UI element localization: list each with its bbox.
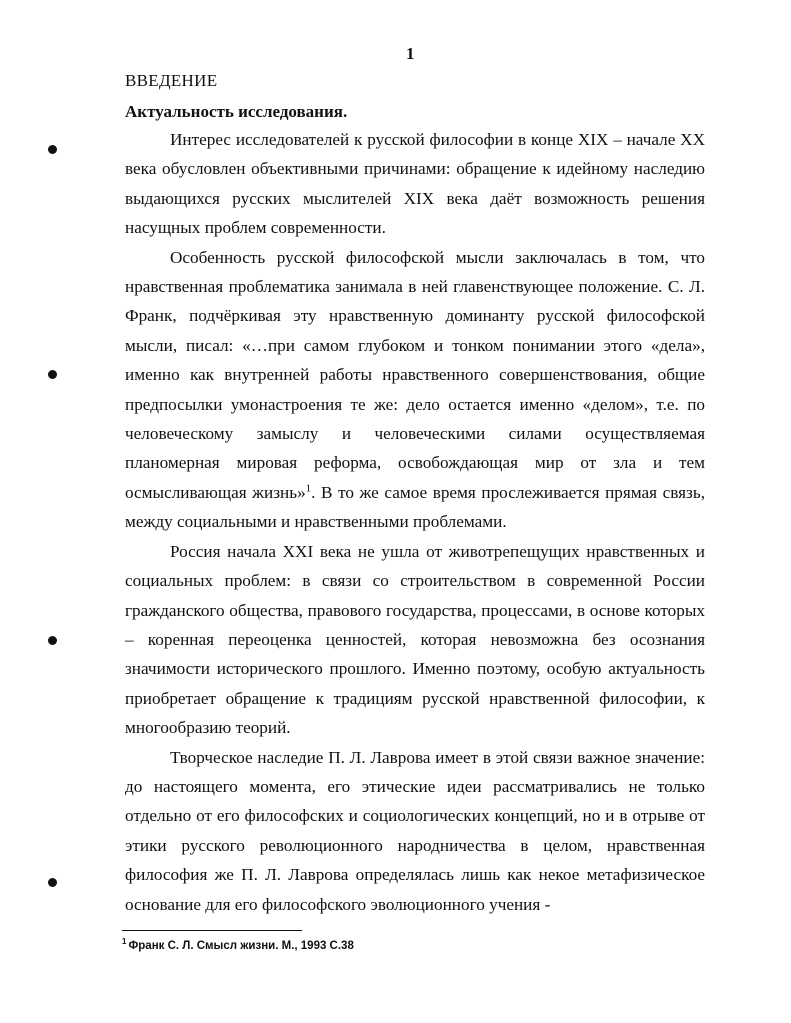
page-number: 1: [406, 44, 415, 63]
paragraph-2-text-after: . В то же самое время прослеживается прямая связь, между социальными и нравственными проблемами.: [125, 482, 705, 532]
margin-dot: [48, 878, 57, 887]
paragraph-3-text: Россия начала XXI века не ушла от животрепещущих нравственных и социальных проблем: в связи со строительством в современной России гражданского общества, правового государства, процессами, в основе которых – коренная переоценка ценностей, которая невозможна без осознания значимости исторического прошлого. Именно поэтому, особую актуальность приобретает обращение к традициям русской нравственной философии, к многообразию теорий.: [125, 541, 705, 738]
paragraph-1-text: Интерес исследователей к русской философии в конце XIX – начале XX века обусловлен объективными причинами: обращение к идейному наследию выдающихся русских мыслителей XIX века даёт возможность решения насущных проблем современности.: [125, 130, 705, 238]
body-text: [125, 125, 705, 919]
margin-dot: [48, 370, 57, 379]
margin-dot: [48, 636, 57, 645]
paragraph-4: [125, 743, 705, 919]
paragraph-1: [125, 125, 705, 243]
paragraph-2: [125, 243, 705, 537]
footnote-reference: 1: [305, 482, 312, 495]
footnote-rule: [122, 930, 302, 931]
paragraph-2-text: Особенность русской философской мысли заключалась в том, что нравственная проблематика занимала в ней главенствующее положение. С. Л. Франк, подчёркивая эту нравственную доминанту русской философской мысли, писал: «…при самом глубоком и тонком понимании этого «дела», именно как внутренней работы нравственного совершенствования, общие предпосылки умонастроения те же: дело остается именно «делом», т.е. по человеческому замыслу и человеческими силами осуществляемая планомерная мировая реформа, освобождающая мир от зла и тем осмысливающая жизнь»: [125, 247, 705, 502]
section-heading: ВВЕДЕНИЕ: [125, 71, 218, 90]
footnote-number: 1: [122, 937, 127, 947]
paragraph-4-text: Творческое наследие П. Л. Лаврова имеет в этой связи важное значение: до настоящего момента, его этические идеи рассматривались не только отдельно от его философских и социологических концепций, но и в отрыве от этики русского революционного народничества в целом, нравственная философия же П. Л. Лаврова определялась лишь как некое метафизическое основание для его философского эволюционного учения -: [125, 747, 705, 914]
footnote-text: Франк С. Л. Смысл жизни. М., 1993 С.38: [128, 940, 354, 952]
section-subheading: Актуальность исследования.: [125, 102, 348, 121]
margin-dot: [48, 145, 57, 154]
paragraph-3: [125, 537, 705, 743]
footnote: [122, 937, 354, 952]
